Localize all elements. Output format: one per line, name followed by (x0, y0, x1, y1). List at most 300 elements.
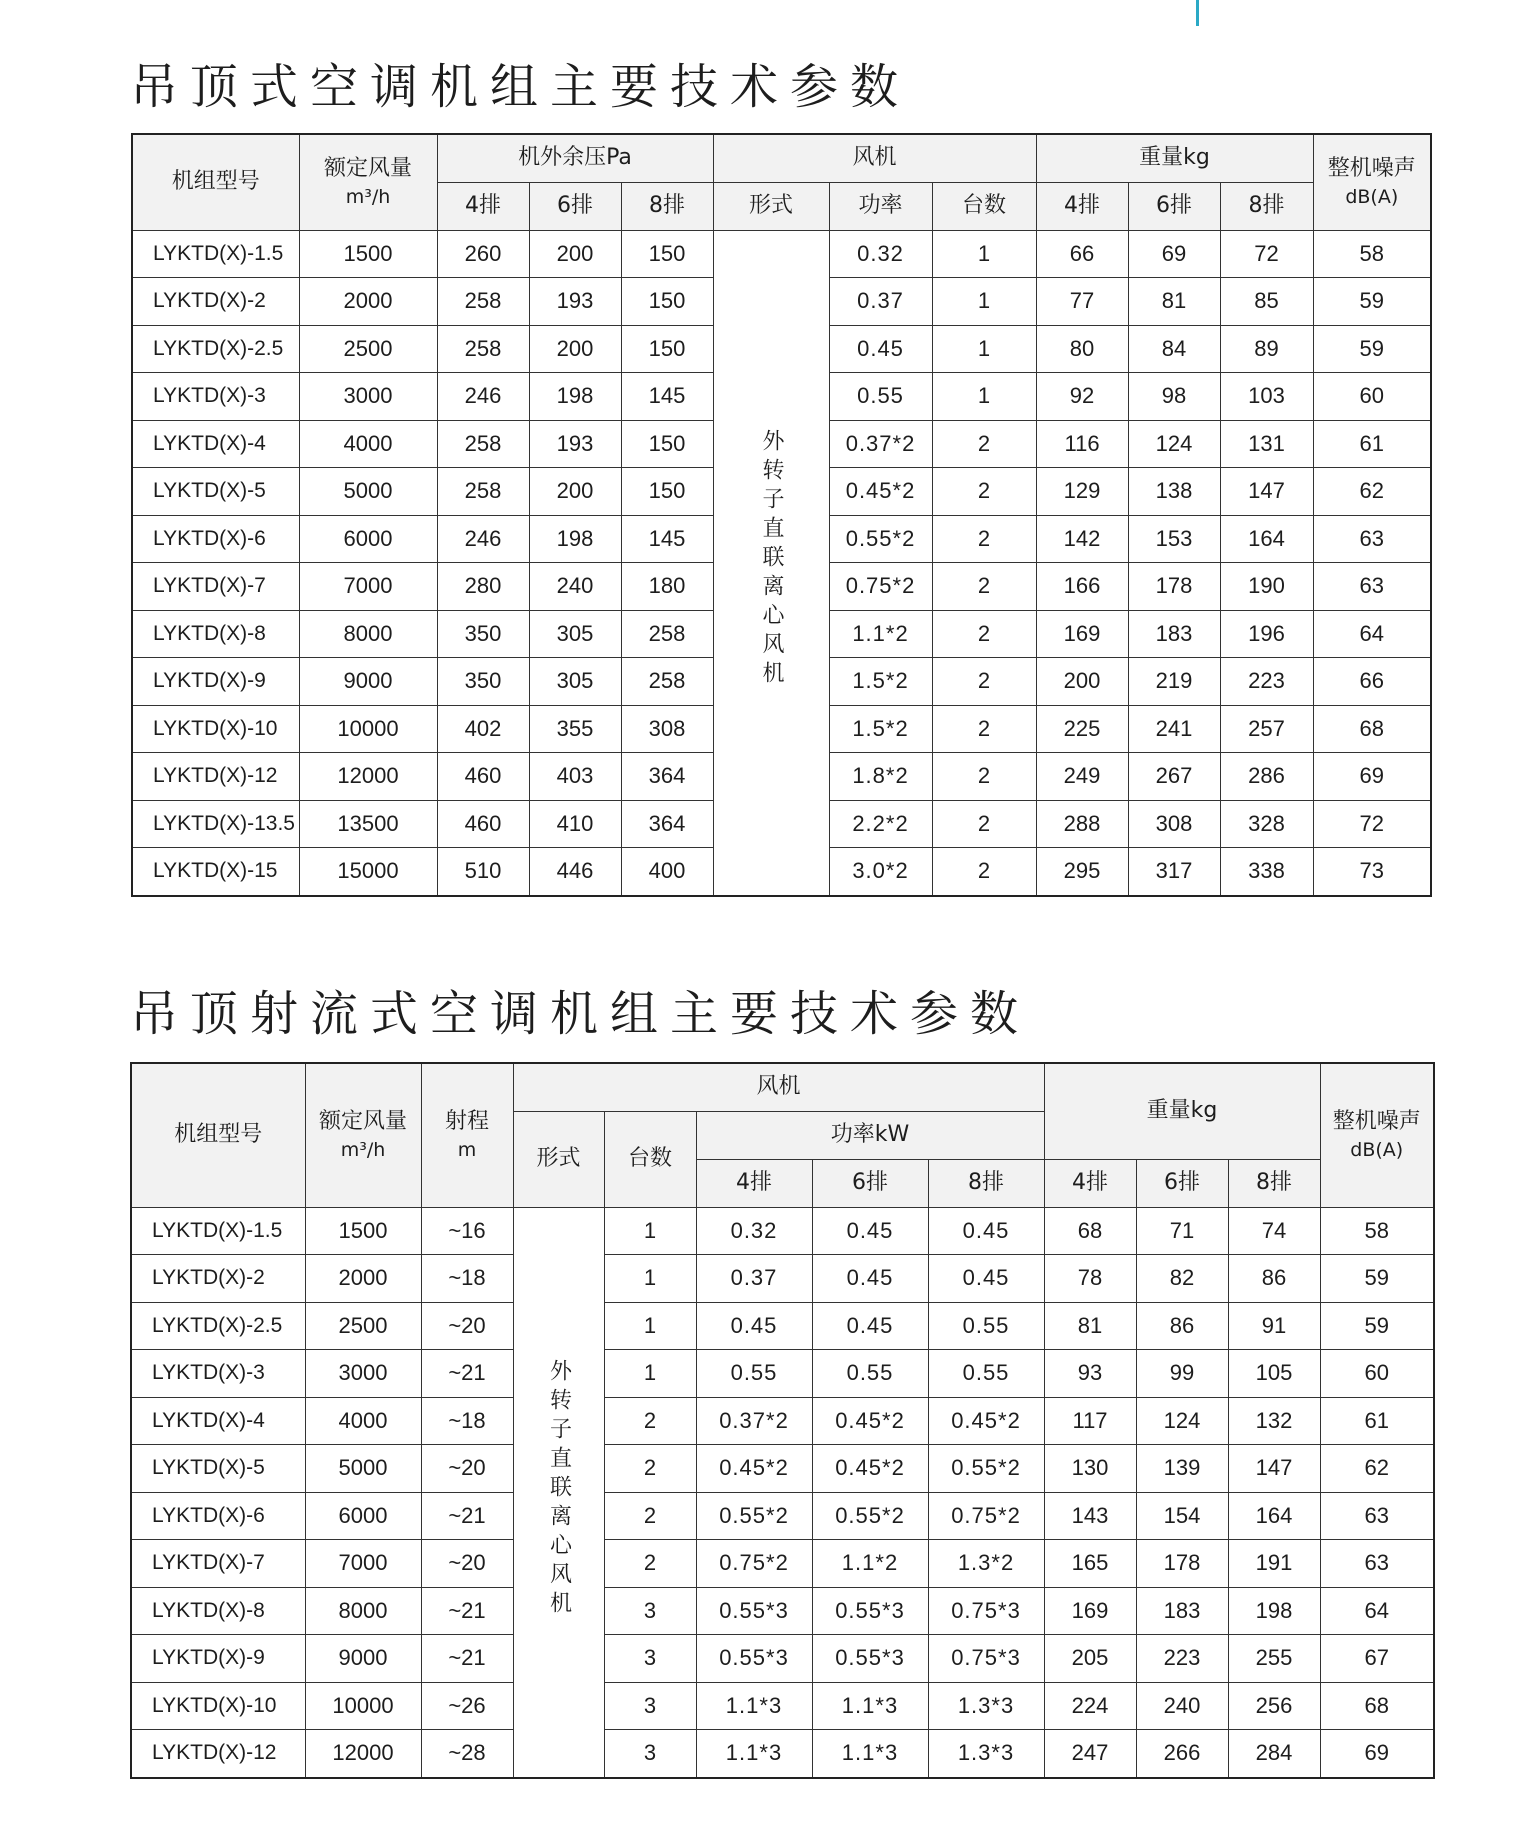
weight-4-cell: 117 (1044, 1397, 1136, 1445)
model-cell: LYKTD(X)-3 (132, 373, 299, 421)
noise-cell: 63 (1313, 515, 1431, 563)
noise-cell: 61 (1320, 1397, 1434, 1445)
table-row (131, 1445, 1434, 1493)
weight-4-cell: 249 (1036, 753, 1128, 801)
model-cell: LYKTD(X)-6 (132, 515, 299, 563)
airflow-cell: 7000 (305, 1540, 421, 1588)
model-cell: LYKTD(X)-6 (131, 1492, 305, 1540)
pressure-6-cell: 198 (529, 515, 621, 563)
range-cell: ~21 (421, 1587, 513, 1635)
model-cell: LYKTD(X)-1.5 (132, 230, 299, 278)
noise-cell: 59 (1313, 325, 1431, 373)
table2-body (131, 1207, 1434, 1778)
header-weight-8: 8排 (1220, 182, 1313, 230)
weight-6-cell: 240 (1136, 1682, 1228, 1730)
noise-cell: 69 (1313, 753, 1431, 801)
airflow-cell: 2500 (299, 325, 437, 373)
weight-4-cell: 169 (1036, 610, 1128, 658)
power-8-cell: 0.55 (928, 1350, 1044, 1398)
noise-cell: 59 (1313, 278, 1431, 326)
range-cell: ~21 (421, 1635, 513, 1683)
power-4-cell: 0.37 (696, 1255, 812, 1303)
weight-6-cell: 219 (1128, 658, 1220, 706)
model-cell: LYKTD(X)-5 (131, 1445, 305, 1493)
weight-4-cell: 80 (1036, 325, 1128, 373)
noise-cell: 62 (1320, 1445, 1434, 1493)
weight-8-cell: 190 (1220, 563, 1313, 611)
model-cell: LYKTD(X)-15 (132, 848, 299, 896)
power-8-cell: 0.45 (928, 1255, 1044, 1303)
weight-8-cell: 72 (1220, 230, 1313, 278)
table-row (131, 1730, 1434, 1778)
pressure-6-cell: 240 (529, 563, 621, 611)
weight-6-cell: 183 (1136, 1587, 1228, 1635)
power-cell: 0.32 (829, 230, 932, 278)
power-4-cell: 0.55*2 (696, 1492, 812, 1540)
pressure-4-cell: 350 (437, 610, 529, 658)
power-cell: 1.1*2 (829, 610, 932, 658)
count-cell: 2 (932, 610, 1036, 658)
model-cell: LYKTD(X)-7 (132, 563, 299, 611)
count-cell: 2 (932, 705, 1036, 753)
weight-4-cell: 165 (1044, 1540, 1136, 1588)
header-model: 机组型号 (131, 1063, 305, 1207)
weight-6-cell: 178 (1128, 563, 1220, 611)
header-power-8: 8排 (928, 1159, 1044, 1207)
power-4-cell: 0.55*3 (696, 1587, 812, 1635)
model-cell: LYKTD(X)-10 (131, 1682, 305, 1730)
weight-8-cell: 191 (1228, 1540, 1320, 1588)
power-cell: 0.37*2 (829, 420, 932, 468)
power-cell: 3.0*2 (829, 848, 932, 896)
weight-4-cell: 295 (1036, 848, 1128, 896)
power-8-cell: 1.3*3 (928, 1682, 1044, 1730)
power-4-cell: 0.45*2 (696, 1445, 812, 1493)
pressure-8-cell: 364 (621, 753, 713, 801)
weight-8-cell: 328 (1220, 800, 1313, 848)
pressure-6-cell: 305 (529, 610, 621, 658)
noise-cell: 63 (1320, 1540, 1434, 1588)
power-6-cell: 1.1*3 (812, 1682, 928, 1730)
power-4-cell: 0.45 (696, 1302, 812, 1350)
weight-4-cell: 205 (1044, 1635, 1136, 1683)
range-cell: ~20 (421, 1445, 513, 1493)
model-cell: LYKTD(X)-2 (131, 1255, 305, 1303)
count-cell: 2 (932, 420, 1036, 468)
count-cell: 1 (932, 325, 1036, 373)
airflow-cell: 4000 (299, 420, 437, 468)
weight-4-cell: 129 (1036, 468, 1128, 516)
header-fan: 风机 (713, 134, 1036, 182)
noise-cell: 72 (1313, 800, 1431, 848)
range-cell: ~21 (421, 1350, 513, 1398)
header-noise-label: 整机噪声 (1332, 1108, 1421, 1134)
count-cell: 2 (932, 753, 1036, 801)
weight-8-cell: 198 (1228, 1587, 1320, 1635)
header-noise (1313, 134, 1431, 230)
header-pressure: 机外余压Pa (437, 134, 713, 182)
noise-cell: 64 (1313, 610, 1431, 658)
pressure-8-cell: 400 (621, 848, 713, 896)
weight-4-cell: 247 (1044, 1730, 1136, 1778)
header-pressure-8: 8排 (621, 182, 713, 230)
pressure-4-cell: 510 (437, 848, 529, 896)
count-cell: 3 (604, 1635, 696, 1683)
noise-cell: 64 (1320, 1587, 1434, 1635)
weight-6-cell: 178 (1136, 1540, 1228, 1588)
weight-6-cell: 317 (1128, 848, 1220, 896)
model-cell: LYKTD(X)-2.5 (132, 325, 299, 373)
pressure-4-cell: 350 (437, 658, 529, 706)
header-power-4: 4排 (696, 1159, 812, 1207)
weight-8-cell: 89 (1220, 325, 1313, 373)
power-8-cell: 0.55 (928, 1302, 1044, 1350)
weight-8-cell: 105 (1228, 1350, 1320, 1398)
power-4-cell: 0.37*2 (696, 1397, 812, 1445)
fan-type-text: 外转子直联离心风机 (546, 1358, 572, 1620)
table-row (132, 230, 1431, 278)
header-weight-4: 4排 (1036, 182, 1128, 230)
header-fan-power: 功率 (829, 182, 932, 230)
power-cell: 1.5*2 (829, 705, 932, 753)
noise-cell: 59 (1320, 1302, 1434, 1350)
header-weight: 重量kg (1044, 1063, 1320, 1159)
pressure-4-cell: 260 (437, 230, 529, 278)
weight-8-cell: 255 (1228, 1635, 1320, 1683)
airflow-cell: 15000 (299, 848, 437, 896)
count-cell: 2 (932, 468, 1036, 516)
weight-6-cell: 84 (1128, 325, 1220, 373)
weight-4-cell: 166 (1036, 563, 1128, 611)
header-weight-4: 4排 (1044, 1159, 1136, 1207)
weight-8-cell: 257 (1220, 705, 1313, 753)
range-cell: ~16 (421, 1207, 513, 1255)
noise-cell: 61 (1313, 420, 1431, 468)
count-cell: 2 (604, 1540, 696, 1588)
table-row (131, 1397, 1434, 1445)
table-row (131, 1682, 1434, 1730)
weight-8-cell: 85 (1220, 278, 1313, 326)
weight-8-cell: 103 (1220, 373, 1313, 421)
table-row (131, 1350, 1434, 1398)
power-cell: 1.5*2 (829, 658, 932, 706)
weight-4-cell: 68 (1044, 1207, 1136, 1255)
airflow-cell: 5000 (305, 1445, 421, 1493)
airflow-cell: 6000 (299, 515, 437, 563)
noise-cell: 68 (1313, 705, 1431, 753)
header-weight-6: 6排 (1136, 1159, 1228, 1207)
header-pressure-6: 6排 (529, 182, 621, 230)
power-6-cell: 0.55*2 (812, 1492, 928, 1540)
airflow-cell: 4000 (305, 1397, 421, 1445)
weight-8-cell: 86 (1228, 1255, 1320, 1303)
power-6-cell: 0.45 (812, 1207, 928, 1255)
weight-4-cell: 92 (1036, 373, 1128, 421)
range-cell: ~26 (421, 1682, 513, 1730)
model-cell: LYKTD(X)-13.5 (132, 800, 299, 848)
power-cell: 0.45 (829, 325, 932, 373)
header-fan-type: 形式 (513, 1111, 604, 1207)
count-cell: 1 (604, 1350, 696, 1398)
weight-6-cell: 266 (1136, 1730, 1228, 1778)
weight-8-cell: 147 (1228, 1445, 1320, 1493)
weight-4-cell: 224 (1044, 1682, 1136, 1730)
accent-line (1196, 0, 1199, 26)
weight-8-cell: 91 (1228, 1302, 1320, 1350)
model-cell: LYKTD(X)-12 (132, 753, 299, 801)
header-airflow-label: 额定风量 (323, 155, 412, 181)
header-model: 机组型号 (132, 134, 299, 230)
power-cell: 2.2*2 (829, 800, 932, 848)
pressure-4-cell: 258 (437, 278, 529, 326)
pressure-8-cell: 145 (621, 373, 713, 421)
weight-4-cell: 116 (1036, 420, 1128, 468)
pressure-4-cell: 460 (437, 753, 529, 801)
count-cell: 2 (932, 800, 1036, 848)
count-cell: 2 (932, 848, 1036, 896)
header-airflow (305, 1063, 421, 1207)
range-cell: ~18 (421, 1397, 513, 1445)
weight-6-cell: 153 (1128, 515, 1220, 563)
power-6-cell: 0.45 (812, 1302, 928, 1350)
power-cell: 0.55 (829, 373, 932, 421)
pressure-6-cell: 410 (529, 800, 621, 848)
model-cell: LYKTD(X)-4 (131, 1397, 305, 1445)
count-cell: 1 (932, 373, 1036, 421)
noise-cell: 66 (1313, 658, 1431, 706)
power-cell: 1.8*2 (829, 753, 932, 801)
weight-8-cell: 338 (1220, 848, 1313, 896)
weight-4-cell: 225 (1036, 705, 1128, 753)
pressure-4-cell: 246 (437, 373, 529, 421)
airflow-cell: 2000 (299, 278, 437, 326)
power-4-cell: 1.1*3 (696, 1730, 812, 1778)
pressure-8-cell: 180 (621, 563, 713, 611)
pressure-8-cell: 150 (621, 325, 713, 373)
weight-4-cell: 78 (1044, 1255, 1136, 1303)
model-cell: LYKTD(X)-8 (131, 1587, 305, 1635)
header-power-6: 6排 (812, 1159, 928, 1207)
count-cell: 2 (932, 658, 1036, 706)
pressure-6-cell: 200 (529, 230, 621, 278)
pressure-4-cell: 402 (437, 705, 529, 753)
weight-8-cell: 132 (1228, 1397, 1320, 1445)
airflow-cell: 9000 (305, 1635, 421, 1683)
pressure-4-cell: 246 (437, 515, 529, 563)
range-cell: ~28 (421, 1730, 513, 1778)
header-fan-type: 形式 (713, 182, 829, 230)
pressure-8-cell: 308 (621, 705, 713, 753)
weight-6-cell: 183 (1128, 610, 1220, 658)
pressure-6-cell: 403 (529, 753, 621, 801)
model-cell: LYKTD(X)-9 (132, 658, 299, 706)
power-cell: 0.45*2 (829, 468, 932, 516)
header-range-unit: m (457, 1139, 477, 1162)
header-fan-count: 台数 (604, 1111, 696, 1207)
noise-cell: 62 (1313, 468, 1431, 516)
noise-cell: 68 (1320, 1682, 1434, 1730)
weight-6-cell: 139 (1136, 1445, 1228, 1493)
weight-6-cell: 308 (1128, 800, 1220, 848)
weight-8-cell: 74 (1228, 1207, 1320, 1255)
header-range-label: 射程 (444, 1108, 489, 1134)
weight-4-cell: 81 (1044, 1302, 1136, 1350)
weight-4-cell: 200 (1036, 658, 1128, 706)
power-6-cell: 0.45 (812, 1255, 928, 1303)
power-8-cell: 0.75*3 (928, 1635, 1044, 1683)
power-8-cell: 0.75*2 (928, 1492, 1044, 1540)
power-4-cell: 0.55 (696, 1350, 812, 1398)
header-weight-6: 6排 (1128, 182, 1220, 230)
count-cell: 1 (604, 1255, 696, 1303)
airflow-cell: 8000 (299, 610, 437, 658)
airflow-cell: 3000 (299, 373, 437, 421)
pressure-6-cell: 200 (529, 325, 621, 373)
power-cell: 0.55*2 (829, 515, 932, 563)
weight-6-cell: 98 (1128, 373, 1220, 421)
header-airflow-unit: m³/h (345, 186, 391, 209)
table1-title: 吊顶式空调机组主要技术参数 (130, 59, 911, 115)
power-6-cell: 0.45*2 (812, 1445, 928, 1493)
count-cell: 3 (604, 1730, 696, 1778)
pressure-8-cell: 150 (621, 468, 713, 516)
airflow-cell: 10000 (305, 1682, 421, 1730)
pressure-8-cell: 258 (621, 610, 713, 658)
power-8-cell: 0.45 (928, 1207, 1044, 1255)
weight-6-cell: 69 (1128, 230, 1220, 278)
count-cell: 2 (604, 1445, 696, 1493)
weight-8-cell: 164 (1220, 515, 1313, 563)
header-pressure-4: 4排 (437, 182, 529, 230)
pressure-4-cell: 258 (437, 468, 529, 516)
pressure-8-cell: 145 (621, 515, 713, 563)
weight-6-cell: 154 (1136, 1492, 1228, 1540)
noise-cell: 63 (1313, 563, 1431, 611)
airflow-cell: 1500 (305, 1207, 421, 1255)
weight-6-cell: 124 (1136, 1397, 1228, 1445)
airflow-cell: 5000 (299, 468, 437, 516)
pressure-6-cell: 193 (529, 278, 621, 326)
noise-cell: 58 (1313, 230, 1431, 278)
noise-cell: 58 (1320, 1207, 1434, 1255)
weight-8-cell: 196 (1220, 610, 1313, 658)
pressure-4-cell: 460 (437, 800, 529, 848)
weight-4-cell: 77 (1036, 278, 1128, 326)
noise-cell: 60 (1320, 1350, 1434, 1398)
fan-type-cell (513, 1207, 604, 1778)
pressure-4-cell: 280 (437, 563, 529, 611)
table-row (131, 1302, 1434, 1350)
airflow-cell: 6000 (305, 1492, 421, 1540)
noise-cell: 67 (1320, 1635, 1434, 1683)
airflow-cell: 9000 (299, 658, 437, 706)
weight-6-cell: 223 (1136, 1635, 1228, 1683)
weight-6-cell: 267 (1128, 753, 1220, 801)
count-cell: 2 (932, 515, 1036, 563)
count-cell: 2 (604, 1397, 696, 1445)
power-4-cell: 1.1*3 (696, 1682, 812, 1730)
pressure-8-cell: 150 (621, 230, 713, 278)
model-cell: LYKTD(X)-12 (131, 1730, 305, 1778)
header-airflow-unit: m³/h (340, 1139, 386, 1162)
power-6-cell: 0.55*3 (812, 1587, 928, 1635)
header-noise-unit: dB(A) (1350, 1139, 1404, 1162)
weight-6-cell: 82 (1136, 1255, 1228, 1303)
pressure-6-cell: 446 (529, 848, 621, 896)
airflow-cell: 2500 (305, 1302, 421, 1350)
power-8-cell: 0.75*3 (928, 1587, 1044, 1635)
weight-6-cell: 71 (1136, 1207, 1228, 1255)
model-cell: LYKTD(X)-10 (132, 705, 299, 753)
table-row (131, 1255, 1434, 1303)
pressure-8-cell: 364 (621, 800, 713, 848)
table-row (131, 1540, 1434, 1588)
airflow-cell: 10000 (299, 705, 437, 753)
weight-4-cell: 169 (1044, 1587, 1136, 1635)
pressure-6-cell: 305 (529, 658, 621, 706)
weight-6-cell: 81 (1128, 278, 1220, 326)
weight-6-cell: 86 (1136, 1302, 1228, 1350)
weight-6-cell: 241 (1128, 705, 1220, 753)
header-fan-count: 台数 (932, 182, 1036, 230)
weight-4-cell: 143 (1044, 1492, 1136, 1540)
model-cell: LYKTD(X)-1.5 (131, 1207, 305, 1255)
pressure-4-cell: 258 (437, 325, 529, 373)
table2-title: 吊顶射流式空调机组主要技术参数 (130, 986, 1031, 1042)
weight-8-cell: 147 (1220, 468, 1313, 516)
weight-4-cell: 142 (1036, 515, 1128, 563)
weight-8-cell: 164 (1228, 1492, 1320, 1540)
weight-4-cell: 66 (1036, 230, 1128, 278)
table1-body (132, 230, 1431, 896)
count-cell: 2 (604, 1492, 696, 1540)
noise-cell: 59 (1320, 1255, 1434, 1303)
pressure-8-cell: 150 (621, 278, 713, 326)
power-8-cell: 0.45*2 (928, 1397, 1044, 1445)
header-noise-label: 整机噪声 (1327, 155, 1416, 181)
pressure-4-cell: 258 (437, 420, 529, 468)
noise-cell: 73 (1313, 848, 1431, 896)
weight-8-cell: 256 (1228, 1682, 1320, 1730)
count-cell: 1 (932, 278, 1036, 326)
airflow-cell: 7000 (299, 563, 437, 611)
range-cell: ~21 (421, 1492, 513, 1540)
airflow-cell: 8000 (305, 1587, 421, 1635)
pressure-6-cell: 198 (529, 373, 621, 421)
model-cell: LYKTD(X)-7 (131, 1540, 305, 1588)
header-fan-power: 功率kW (696, 1111, 1044, 1159)
model-cell: LYKTD(X)-4 (132, 420, 299, 468)
count-cell: 1 (604, 1207, 696, 1255)
table-row (131, 1587, 1434, 1635)
weight-6-cell: 138 (1128, 468, 1220, 516)
table-row (131, 1492, 1434, 1540)
weight-6-cell: 99 (1136, 1350, 1228, 1398)
model-cell: LYKTD(X)-2 (132, 278, 299, 326)
weight-8-cell: 284 (1228, 1730, 1320, 1778)
header-weight-8: 8排 (1228, 1159, 1320, 1207)
range-cell: ~20 (421, 1540, 513, 1588)
noise-cell: 63 (1320, 1492, 1434, 1540)
model-cell: LYKTD(X)-2.5 (131, 1302, 305, 1350)
count-cell: 2 (932, 563, 1036, 611)
weight-4-cell: 93 (1044, 1350, 1136, 1398)
pressure-6-cell: 355 (529, 705, 621, 753)
airflow-cell: 13500 (299, 800, 437, 848)
power-8-cell: 1.3*2 (928, 1540, 1044, 1588)
power-cell: 0.37 (829, 278, 932, 326)
header-fan: 风机 (513, 1063, 1044, 1111)
